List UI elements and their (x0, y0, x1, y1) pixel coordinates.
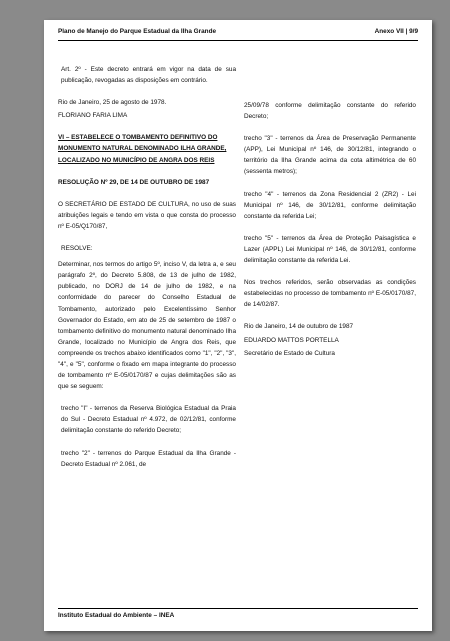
signer-1978: FLORIANO FARIA LIMA (58, 112, 128, 120)
article-2: Art. 2º - Este decreto entrará em vigor na data de sua publicação, revogadas as disposições em contrário. (61, 66, 236, 85)
document-title: Plano de Manejo do Parque Estadual da Ilha Grande (58, 28, 217, 35)
trecho-3: trecho "3" - terrenos da Área de Preservação Permanente (APP), Lei Municipal nº 146, de 30/12/81, integrando o território da Ilha Grande acima da cota altimétrica de 60 (sessenta metros); (244, 135, 416, 176)
resolve-label: RESOLVE: (61, 245, 93, 253)
determinar-paragraph: Determinar, nos termos do artigo 5º, inciso V, da letra a, e seu parágrafo 2º, do Decreto 5.808, de 13 de julho de 1982, publicado, no DORJ de 14 de julho de 1982, e na conformidade do parecer do Conselho Estadual de Tombamento, autorizado pelo Excelentíssimo Senhor Governador do Estado, em ato de 25 de setembro de 1987 o tombamento definitivo do monumento natural denominado Ilha Grande, localizado no Município de Angra dos Reis, que compreende os trechos abaixo identificados como "1", "2", "3", "4", e "5", conforme o fixado em mapa integrante do processo de tombamento nº E-05/0170/87 e cujas delimitações são as que se seguem: (58, 261, 236, 391)
trecho-5: trecho "5" - terrenos da Área de Proteção Paisagística e Lazer (APPL) Lei Municipal nº 146, de 30/12/81, conforme delimitação constante da referida Lei. (244, 234, 416, 265)
preamble: O SECRETÁRIO DE ESTADO DE CULTURA, no uso de suas atribuições legais e tendo em vista o que consta do processo nº E-05/Q170/87, (58, 200, 236, 230)
signer-1987-role: Secretário de Estado de Cultura (244, 349, 335, 357)
annex-label: Anexo VII | 9/9 (374, 28, 418, 35)
right-column (244, 100, 416, 370)
document-page (44, 20, 432, 631)
resolution-title: RESOLUÇÃO Nº 29, DE 14 DE OUTUBRO DE 1987 (58, 178, 210, 186)
place-date-1987: Rio de Janeiro, 14 de outubro de 1987 (244, 323, 354, 331)
trecho-2: trecho "2" - terrenos do Parque Estadual da Ilha Grande - Decreto Estadual nº 2.061, de (61, 449, 236, 468)
left-column (58, 64, 236, 481)
place-date-1978: Rio de Janeiro, 25 de agosto de 1978. (58, 99, 167, 107)
footer-divider (58, 608, 418, 609)
observation-note: Nos trechos referidos, serão observadas as condições estabelecidas no processo de tombamento nº E-05/0170/87, de 14/02/87. (244, 279, 416, 309)
trecho-1: trecho "I" - terrenos da Reserva Biológica Estadual da Praia do Sul - Decreto Estadual nº 4.972, de 02/12/81, conforme delimitação constante do referido Decreto; (61, 405, 236, 435)
trecho-4: trecho "4" - terrenos da Zona Residencial 2 (ZR2) - Lei Municipal nº 146, de 30/12/81, conforme delimitação constante da referida Lei; (244, 190, 416, 220)
trecho-2-continued: 25/09/78 conforme delimitação constante do referido Decreto; (244, 102, 416, 121)
page-header (58, 28, 418, 40)
signer-1987: EDUARDO MATTOS PORTELLA (244, 336, 339, 344)
header-divider (58, 40, 418, 41)
footer-institution: Instituto Estadual do Ambiente – INEA (58, 612, 175, 619)
section-heading: VI – ESTABELECE O TOMBAMENTO DEFINITIVO DO MONUMENTO NATURAL DENOMINADO ILHA GRANDE, LOCALIZADO NO MUNICÍPIO DE ANGRA DOS REIS (58, 134, 227, 164)
